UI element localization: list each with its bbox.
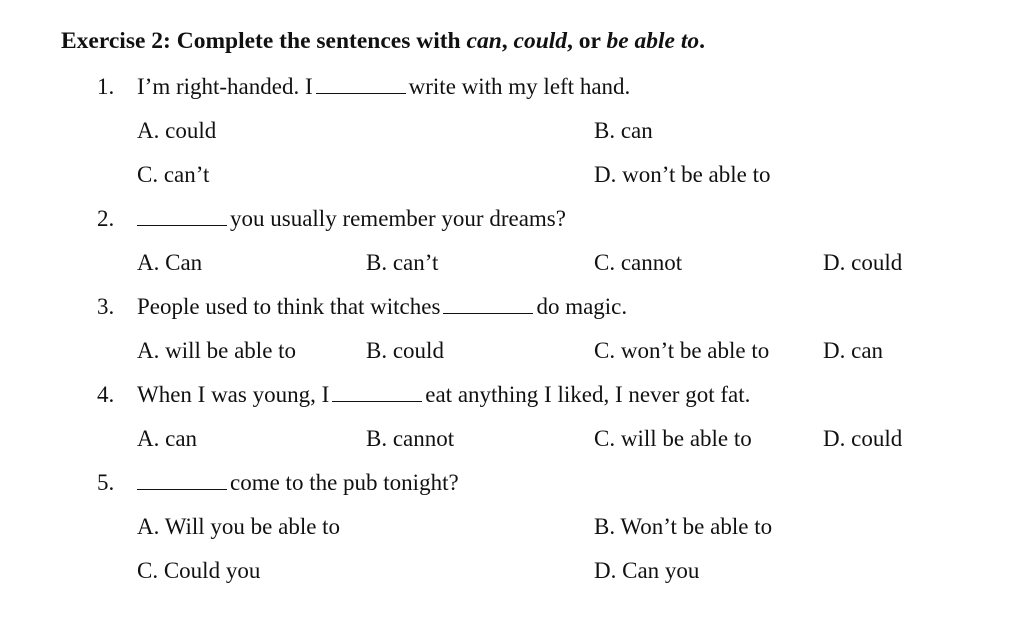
question-number: 4. <box>97 382 115 407</box>
question-number: 5. <box>97 470 115 495</box>
title-word-could: could <box>513 28 568 54</box>
title-word-can: can <box>466 28 502 54</box>
answer-blank <box>316 73 406 94</box>
option-c: C. cannot <box>594 250 683 275</box>
title-sep-1: , <box>501 28 514 54</box>
question-4-options <box>0 424 1024 454</box>
title-prefix: Exercise 2: Complete the sentences with <box>61 28 467 54</box>
option-d: D. can <box>823 338 884 363</box>
option-b: B. could <box>366 338 444 363</box>
answer-blank <box>332 381 422 402</box>
option-d: D. won’t be able to <box>594 162 771 187</box>
option-c: C. won’t be able to <box>594 338 770 363</box>
stem-before-blank: I’m right-handed. I <box>137 74 313 99</box>
option-b: B. can <box>594 118 653 143</box>
question-number: 1. <box>97 74 115 99</box>
question-5-options-row-2 <box>0 556 1024 586</box>
stem-after-blank: write with my left hand. <box>408 74 631 99</box>
option-b: B. can’t <box>366 250 439 275</box>
option-a: A. Can <box>137 250 203 275</box>
question-stem <box>137 380 750 410</box>
question-2-options <box>0 248 1024 278</box>
question-number: 2. <box>97 206 115 231</box>
question-1-options-row-1 <box>0 116 1024 146</box>
option-d: D. could <box>823 426 903 451</box>
stem-after-blank: come to the pub tonight? <box>230 470 459 495</box>
question-number: 3. <box>97 294 115 319</box>
answer-blank <box>137 205 227 226</box>
stem-after-blank: you usually remember your dreams? <box>230 206 566 231</box>
option-a: A. will be able to <box>137 338 297 363</box>
option-d: D. could <box>823 250 903 275</box>
question-2 <box>0 204 1024 234</box>
question-stem <box>137 292 627 322</box>
question-stem <box>137 204 566 234</box>
stem-after-blank: eat anything I liked, I never got fat. <box>425 382 751 407</box>
answer-blank <box>443 293 533 314</box>
option-a: A. Will you be able to <box>137 514 341 539</box>
question-1-options-row-2 <box>0 160 1024 190</box>
option-c: C. will be able to <box>594 426 752 451</box>
option-a: A. could <box>137 118 217 143</box>
option-a: A. can <box>137 426 198 451</box>
option-c: C. Could you <box>137 558 261 583</box>
exercise-title <box>61 28 705 55</box>
option-b: B. Won’t be able to <box>594 514 773 539</box>
option-d: D. Can you <box>594 558 700 583</box>
question-4 <box>0 380 1024 410</box>
title-end: . <box>699 28 705 54</box>
stem-before-blank: People used to think that witches <box>137 294 441 319</box>
question-1 <box>0 72 1024 102</box>
question-3-options <box>0 336 1024 366</box>
title-sep-2: , or <box>567 28 607 54</box>
question-stem <box>137 72 630 102</box>
stem-before-blank: When I was young, I <box>137 382 330 407</box>
option-b: B. cannot <box>366 426 455 451</box>
title-word-be-able-to: be able to <box>606 28 700 54</box>
answer-blank <box>137 469 227 490</box>
option-c: C. can’t <box>137 162 210 187</box>
stem-after-blank: do magic. <box>536 294 628 319</box>
question-5 <box>0 468 1024 498</box>
question-3 <box>0 292 1024 322</box>
question-stem <box>137 468 459 498</box>
question-5-options-row-1 <box>0 512 1024 542</box>
